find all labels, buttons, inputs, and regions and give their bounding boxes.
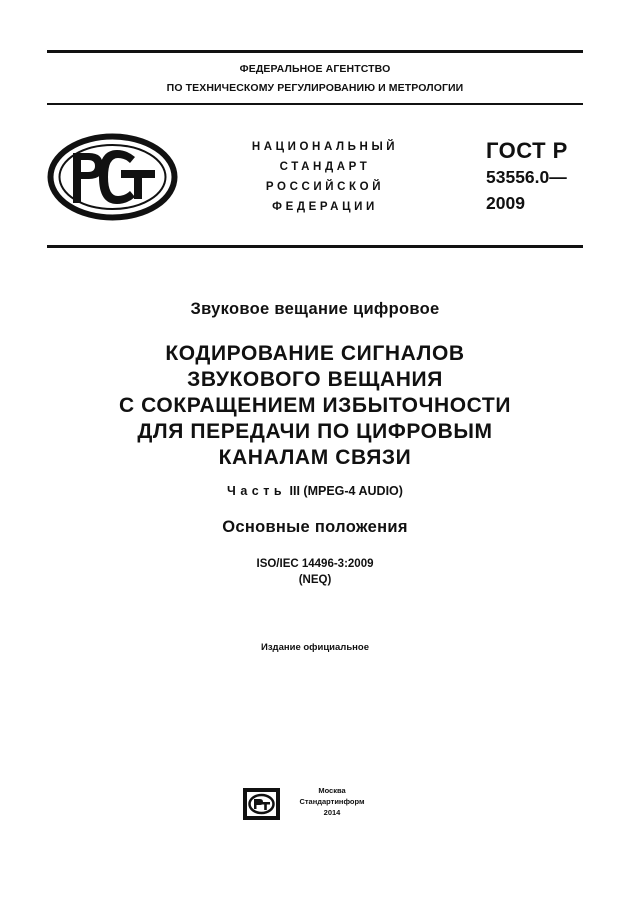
basics-heading: Основные положения xyxy=(222,518,408,536)
agency-line-1: ФЕДЕРАЛЬНОЕ АГЕНТСТВО xyxy=(239,63,391,75)
rst-conformity-mark-icon xyxy=(47,133,178,221)
designation-prefix: ГОСТ Р xyxy=(486,138,568,163)
title-line: КАНАЛАМ СВЯЗИ xyxy=(218,446,412,469)
title-line: КОДИРОВАНИЕ СИГНАЛОВ xyxy=(165,342,465,365)
title-line: ДЛЯ ПЕРЕДАЧИ ПО ЦИФРОВЫМ xyxy=(137,420,493,443)
document-subtitle: Звуковое вещание цифровое xyxy=(190,300,440,318)
publisher-city: Москва xyxy=(318,786,346,795)
part-number: III (MPEG-4 AUDIO) xyxy=(286,484,403,498)
publisher-name: Стандартинформ xyxy=(299,797,365,806)
publisher-block xyxy=(284,785,380,818)
part-label xyxy=(47,484,583,498)
document-title xyxy=(47,341,583,471)
iso-equivalence: (NEQ) xyxy=(298,574,332,586)
edition-note: Издание официальное xyxy=(261,642,369,653)
designation-year: 2009 xyxy=(486,193,525,213)
lower-rule xyxy=(47,245,583,248)
part-word: Часть xyxy=(227,484,287,498)
upper-rule xyxy=(47,103,583,105)
national-standard-line: СТАНДАРТ xyxy=(279,161,371,173)
designation-number: 53556.0— xyxy=(486,167,567,187)
standard-designation xyxy=(486,138,568,216)
publisher-year: 2014 xyxy=(323,808,341,817)
agency-line-2: ПО ТЕХНИЧЕСКОМУ РЕГУЛИРОВАНИЮ И МЕТРОЛОГИИ xyxy=(166,82,464,94)
iso-number: ISO/IEC 14496-3:2009 xyxy=(256,558,374,570)
standartinform-logo-icon xyxy=(243,788,280,820)
national-standard-line: РОССИЙСКОЙ xyxy=(265,181,385,193)
iso-reference xyxy=(47,556,583,588)
top-rule xyxy=(47,50,583,53)
title-line: С СОКРАЩЕНИЕМ ИЗБЫТОЧНОСТИ xyxy=(118,394,512,417)
national-standard-line: ФЕДЕРАЦИИ xyxy=(272,201,378,213)
title-line: ЗВУКОВОГО ВЕЩАНИЯ xyxy=(187,368,443,391)
national-standard-line: НАЦИОНАЛЬНЫЙ xyxy=(251,141,399,153)
national-standard-block xyxy=(235,137,415,217)
